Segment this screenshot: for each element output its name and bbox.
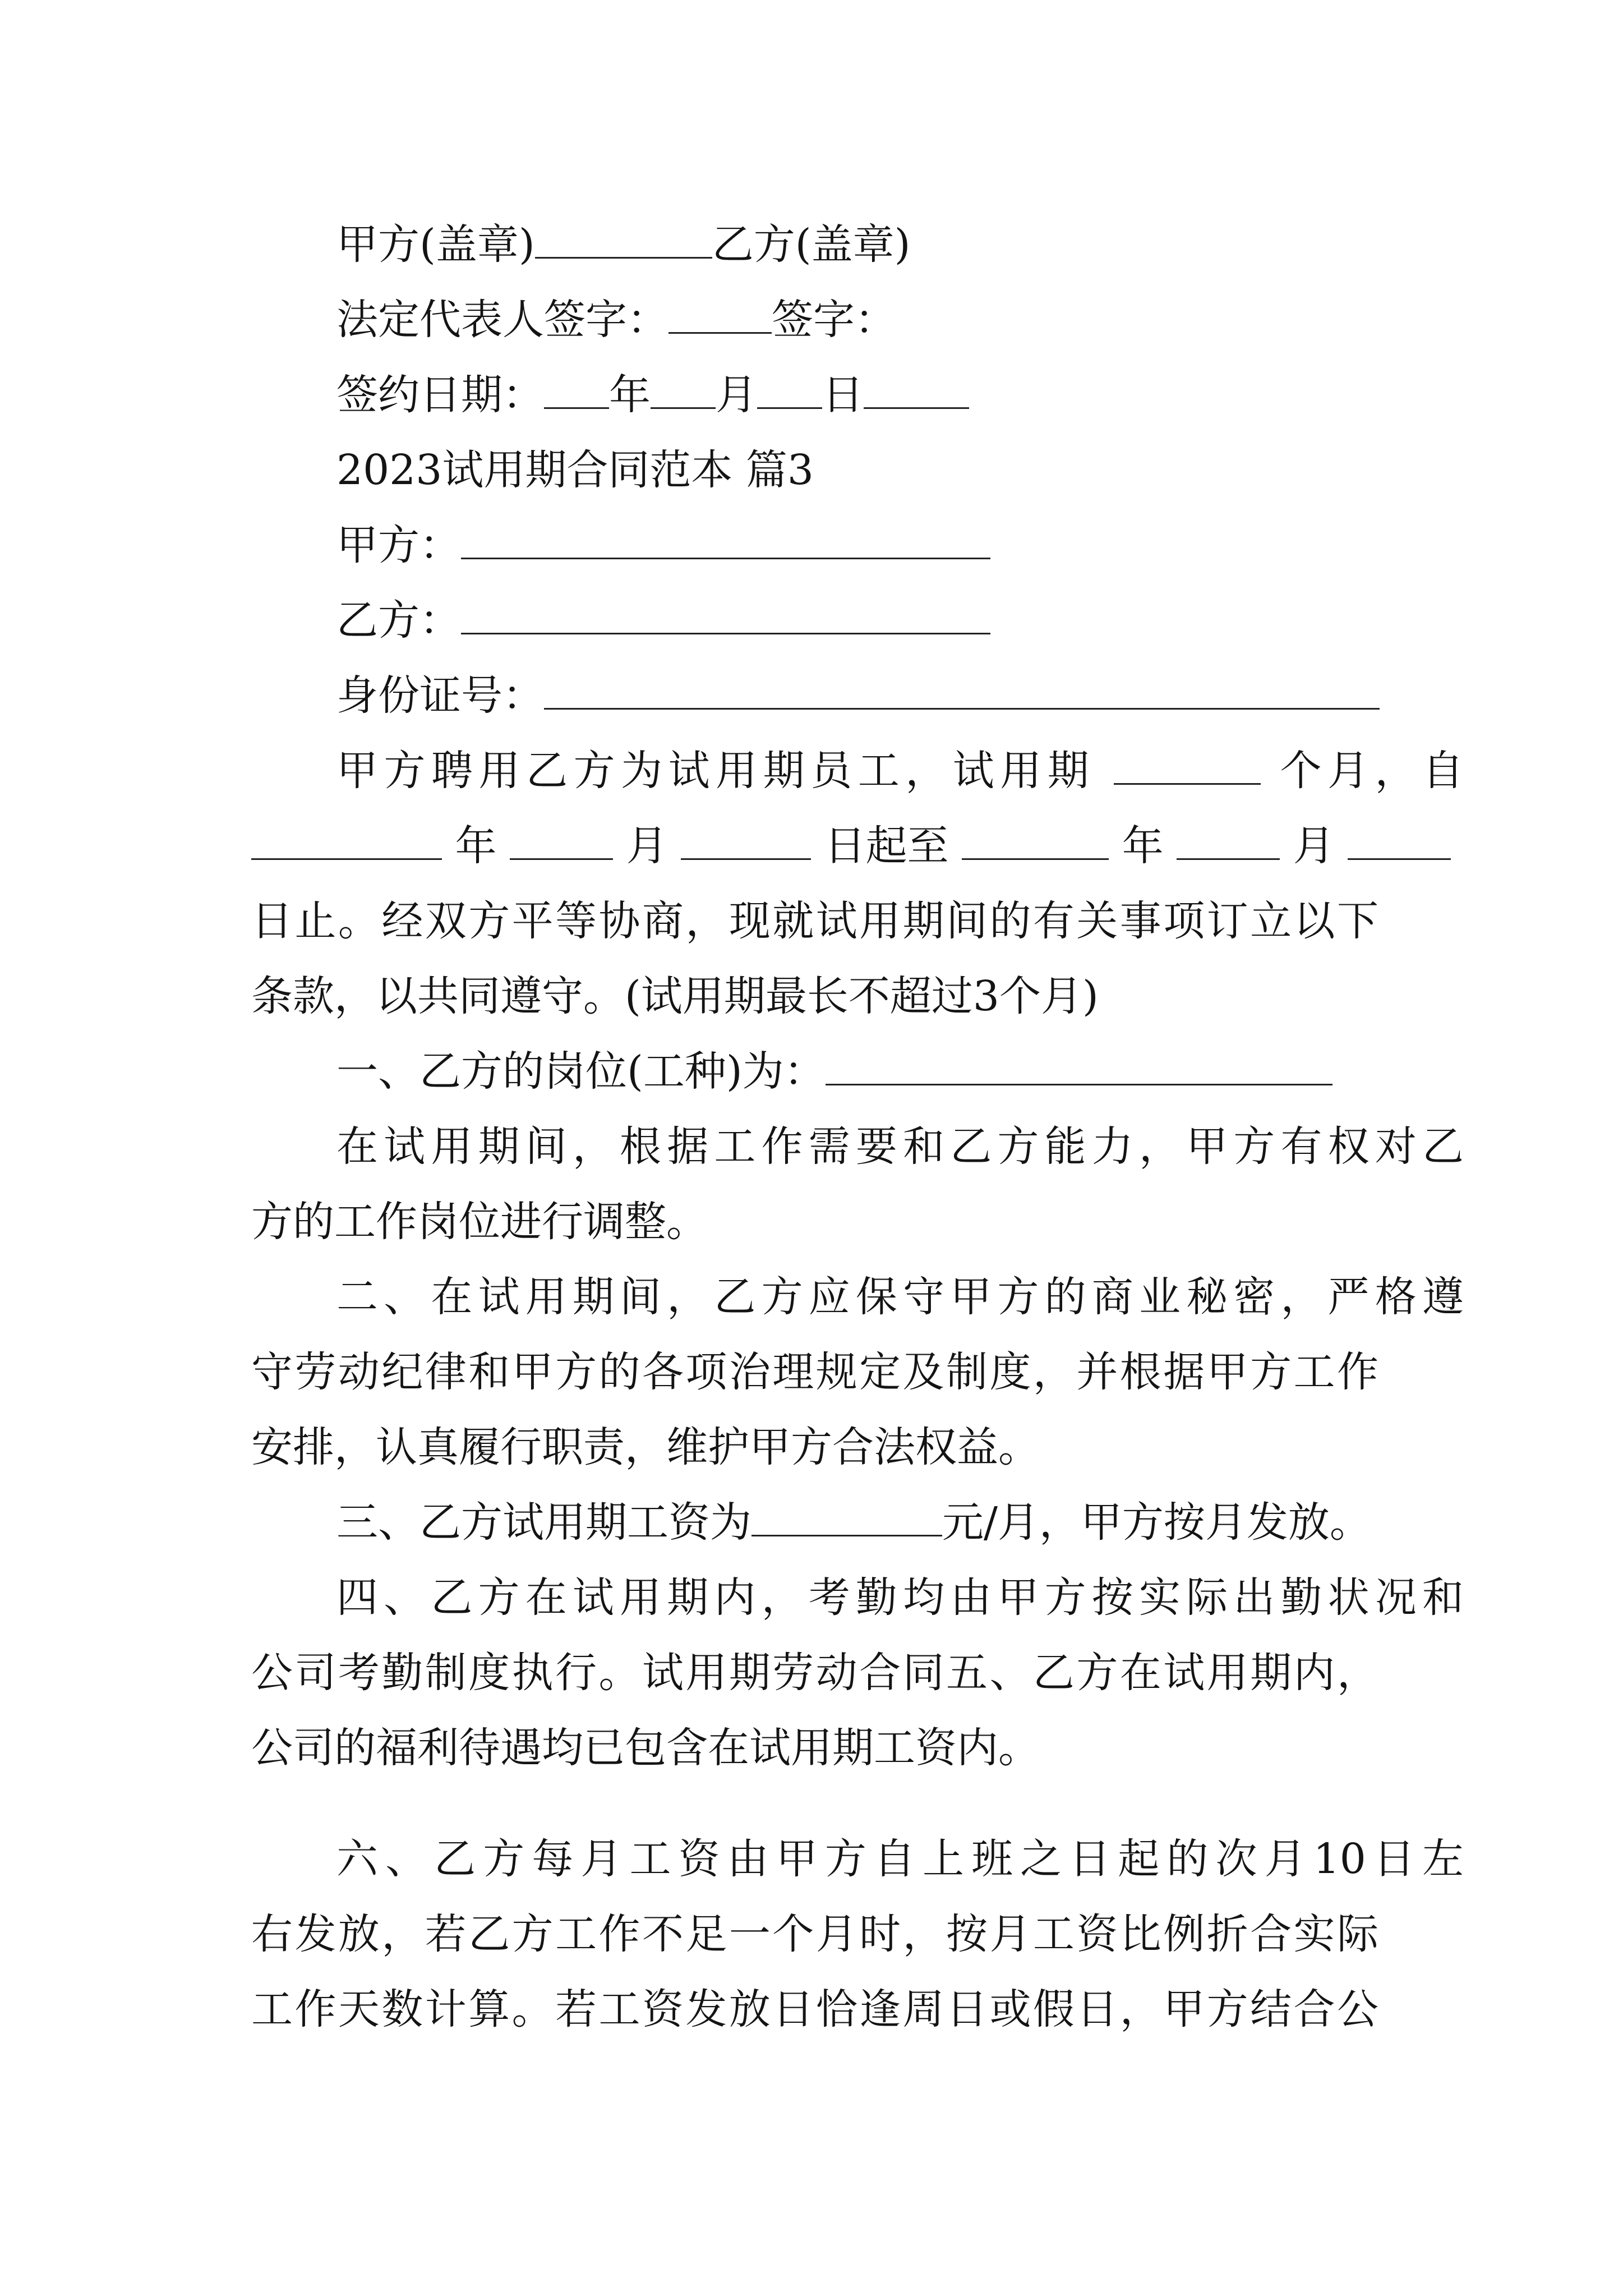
seal-line	[251, 206, 1464, 283]
clause-1-position	[251, 1033, 1464, 1110]
clause-4-line-3: 公司的福利待遇均已包含在试用期工资内。	[251, 1724, 1040, 1772]
end-year-label: 年	[1122, 822, 1164, 870]
party-a-label: 甲方：	[336, 521, 461, 569]
party-b-field	[251, 582, 1464, 659]
id-number-label: 身份证号：	[336, 671, 544, 720]
year-label: 年	[609, 371, 651, 419]
sign-label: 签字：	[772, 296, 896, 344]
party-b-label: 乙方：	[336, 596, 461, 645]
start-year-blank	[251, 825, 442, 860]
clause-3-salary	[251, 1484, 1464, 1561]
position-blank	[826, 1050, 1332, 1085]
clause-6-line-2: 右发放，若乙方工作不足一个月时，按月工资比例折合实际	[251, 1910, 1378, 1958]
intro-text-1: 甲方聘用乙方为试用期员工，试用期	[336, 747, 1095, 795]
clause-6-line-3: 工作天数计算。若工资发放日恰逢周日或假日，甲方结合公	[251, 1985, 1378, 2033]
clause-6-line-1: 六、乙方每月工资由甲方自上班之日起的次月10日左	[336, 1835, 1464, 1883]
party-a-blank	[461, 524, 990, 559]
clause-1-label: 一、乙方的岗位(工种)为：	[336, 1047, 826, 1096]
day-blank	[757, 374, 822, 409]
end-year-blank	[962, 825, 1109, 860]
clause-1-line-1: 在试用期间，根据工作需要和乙方能力，甲方有权对乙	[336, 1122, 1464, 1171]
year-blank	[544, 374, 609, 409]
clause-2-line-3: 安排，认真履行职责，维护甲方合法权益。	[251, 1423, 1040, 1471]
party-a-field	[251, 507, 1464, 583]
legal-rep-sign-label: 法定代表人签字：	[336, 296, 668, 344]
section-heading: 2023试用期合同范本 篇3	[336, 446, 814, 494]
salary-blank	[751, 1501, 942, 1536]
clause-4-line-1: 四、乙方在试用期内，考勤均由甲方按实际出勤状况和	[336, 1573, 1464, 1622]
day-label: 日	[822, 371, 864, 419]
start-label: 日起至	[824, 822, 949, 870]
start-day-blank	[681, 825, 811, 860]
start-year-label: 年	[455, 822, 497, 870]
end-month-blank	[1177, 825, 1280, 860]
id-number-blank	[544, 674, 1380, 710]
clause-4-line-2: 公司考勤制度执行。试用期劳动合同五、乙方在试用期内，	[251, 1649, 1378, 1697]
probation-months-blank	[1114, 749, 1261, 785]
id-number-field	[251, 657, 1464, 734]
clause-3-text-a: 三、乙方试用期工资为	[336, 1498, 751, 1547]
clause-2-line-2: 守劳动纪律和甲方的各项治理规定及制度，并根据甲方工作	[251, 1348, 1378, 1396]
start-month-label: 月	[626, 822, 668, 870]
sign-date-label: 签约日期：	[336, 371, 544, 419]
month-label: 月	[716, 371, 757, 419]
party-b-blank	[461, 599, 990, 634]
signature-line	[251, 282, 1464, 358]
sign-date-line	[251, 357, 1464, 433]
end-day-blank	[1348, 825, 1451, 860]
month-blank	[651, 374, 716, 409]
party-a-seal: 甲方(盖章)	[336, 220, 535, 269]
date-tail-blank	[864, 374, 969, 409]
start-month-blank	[510, 825, 613, 860]
party-b-seal: 乙方(盖章)	[712, 220, 911, 269]
intro-line-2	[251, 808, 1378, 884]
intro-line-3: 日止。经双方平等协商，现就试用期间的有关事项订立以下	[251, 897, 1378, 945]
legal-rep-sign-blank	[668, 298, 772, 334]
clause-1-line-2: 方的工作岗位进行调整。	[251, 1198, 708, 1246]
intro-line-4: 条款，以共同遵守。(试用期最长不超过3个月)	[251, 972, 1099, 1020]
clause-2-line-1: 二、在试用期间，乙方应保守甲方的商业秘密，严格遵	[336, 1273, 1464, 1321]
clause-3-text-b: 元/月，甲方按月发放。	[942, 1498, 1371, 1547]
seal-blank	[535, 223, 712, 259]
intro-text-2: 个月，自	[1280, 747, 1464, 795]
intro-line-1	[251, 733, 1464, 809]
end-month-label: 月	[1293, 822, 1335, 870]
